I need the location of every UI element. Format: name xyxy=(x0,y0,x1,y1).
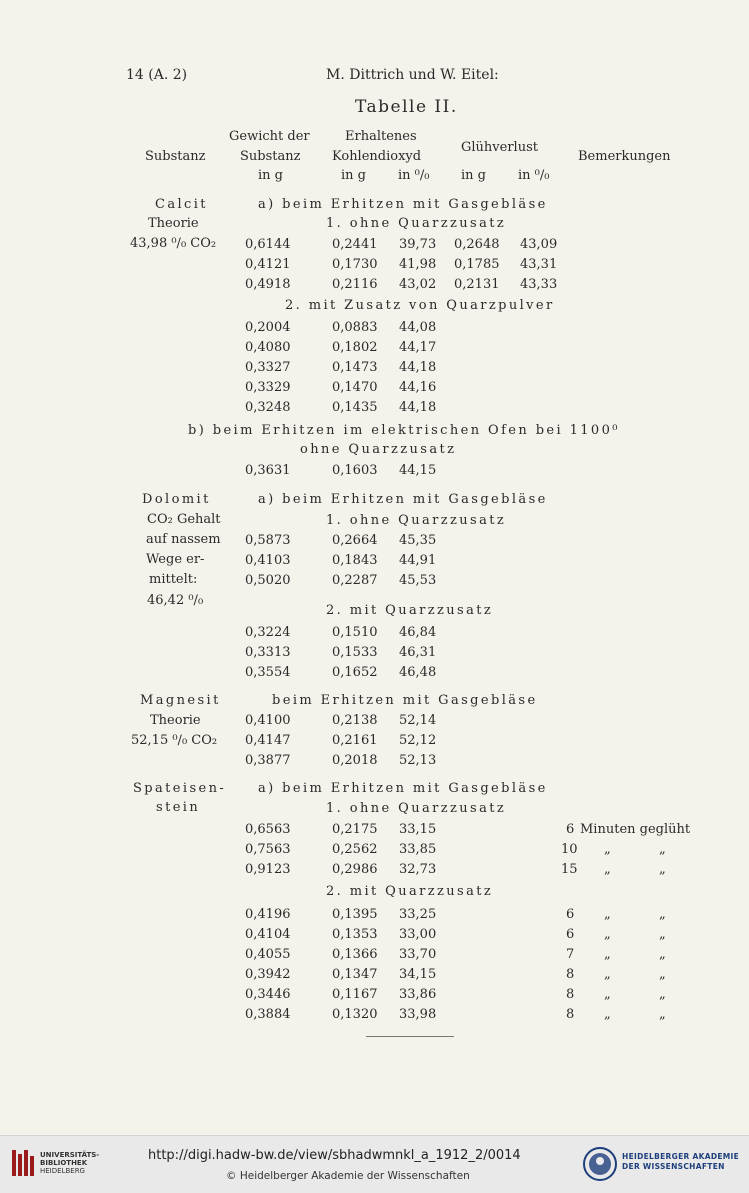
cell-minutes: 7 xyxy=(566,947,575,962)
col-erhaltenes-l1: Erhaltenes xyxy=(345,129,417,144)
col-erhaltenes-l2: Kohlendioxyd xyxy=(332,149,422,164)
cell-co2-g: 0,2018 xyxy=(332,753,378,768)
cell-co2-g: 0,2175 xyxy=(332,822,378,837)
academy-seal-icon xyxy=(582,1146,618,1182)
cell-remark: Minuten geglüht xyxy=(580,822,691,837)
cell-co2-g: 0,1802 xyxy=(332,340,378,355)
cell-co2-pct: 52,13 xyxy=(399,753,437,768)
cell-co2-g: 0,2116 xyxy=(332,277,378,292)
cell-weight: 0,4196 xyxy=(245,907,291,922)
ditto-mark: „ xyxy=(604,907,611,922)
university-library-name: UNIVERSITÄTS- BIBLIOTHEK HEIDELBERG xyxy=(40,1151,100,1175)
cell-co2-pct: 45,35 xyxy=(399,533,437,548)
subsection-heading: 2. mit Quarzzusatz xyxy=(326,603,494,618)
cell-co2-pct: 43,02 xyxy=(399,277,437,292)
ditto-mark: „ xyxy=(659,907,666,922)
cell-weight: 0,3877 xyxy=(245,753,291,768)
cell-co2-g: 0,1347 xyxy=(332,967,378,982)
cell-co2-pct: 44,18 xyxy=(399,400,437,415)
table-title: Tabelle II. xyxy=(355,97,458,117)
cell-co2-pct: 44,17 xyxy=(399,340,437,355)
dolomit-note: mittelt: xyxy=(149,572,198,587)
dolomit-note: auf nassem xyxy=(146,532,221,547)
cell-weight: 0,3248 xyxy=(245,400,291,415)
cell-weight: 0,3446 xyxy=(245,987,291,1002)
cell-co2-g: 0,1843 xyxy=(332,553,378,568)
cell-co2-pct: 33,70 xyxy=(399,947,437,962)
cell-weight: 0,4103 xyxy=(245,553,291,568)
dolomit-note: CO₂ Gehalt xyxy=(147,512,221,527)
cell-co2-g: 0,1353 xyxy=(332,927,378,942)
cell-co2-g: 0,1470 xyxy=(332,380,378,395)
cell-co2-pct: 44,16 xyxy=(399,380,437,395)
substance-dolomit: Dolomit xyxy=(142,492,211,507)
cell-co2-pct: 34,15 xyxy=(399,967,437,982)
ditto-mark: „ xyxy=(604,987,611,1002)
cell-weight: 0,4121 xyxy=(245,257,291,272)
cell-minutes: 10 xyxy=(561,842,578,857)
substance-magnesit: Magnesit xyxy=(140,693,221,708)
cell-co2-pct: 33,86 xyxy=(399,987,437,1002)
cell-co2-g: 0,1730 xyxy=(332,257,378,272)
dolomit-note: Wege er- xyxy=(146,552,205,567)
ditto-mark: „ xyxy=(659,927,666,942)
cell-minutes: 6 xyxy=(566,822,575,837)
ditto-mark: „ xyxy=(659,987,666,1002)
substance-calcit: Calcit xyxy=(155,197,208,212)
cell-weight: 0,7563 xyxy=(245,842,291,857)
cell-weight: 0,4055 xyxy=(245,947,291,962)
col-gluehverlust-l3a: in g xyxy=(461,168,486,183)
cell-co2-pct: 44,18 xyxy=(399,360,437,375)
cell-co2-pct: 33,85 xyxy=(399,842,437,857)
ditto-mark: „ xyxy=(659,947,666,962)
cell-co2-pct: 46,48 xyxy=(399,665,437,680)
cell-co2-g: 0,2138 xyxy=(332,713,378,728)
subsection-heading: 2. mit Zusatz von Quarzpulver xyxy=(285,298,555,313)
ditto-mark: „ xyxy=(604,862,611,877)
cell-weight: 0,3884 xyxy=(245,1007,291,1022)
cell-loss-g: 0,1785 xyxy=(454,257,500,272)
cell-weight: 0,9123 xyxy=(245,862,291,877)
dolomit-note: 46,42 ⁰/₀ xyxy=(147,593,204,608)
cell-co2-g: 0,1435 xyxy=(332,400,378,415)
cell-co2-pct: 39,73 xyxy=(399,237,437,252)
subsection-heading: 1. ohne Quarzzusatz xyxy=(326,801,507,816)
col-gluehverlust: Glühverlust xyxy=(461,140,538,155)
cell-weight: 0,5873 xyxy=(245,533,291,548)
section-heading: a) beim Erhitzen mit Gasgebläse xyxy=(258,492,548,507)
cell-co2-pct: 52,14 xyxy=(399,713,437,728)
cell-weight: 0,6144 xyxy=(245,237,291,252)
end-rule xyxy=(366,1036,454,1037)
cell-co2-pct: 44,08 xyxy=(399,320,437,335)
cell-weight: 0,4080 xyxy=(245,340,291,355)
cell-minutes: 15 xyxy=(561,862,578,877)
copyright-notice: © Heidelberger Akademie der Wissenschaften xyxy=(226,1170,470,1182)
ditto-mark: „ xyxy=(659,1007,666,1022)
cell-co2-g: 0,0883 xyxy=(332,320,378,335)
section-heading: a) beim Erhitzen mit Gasgebläse xyxy=(258,197,548,212)
cell-minutes: 8 xyxy=(566,967,575,982)
calcit-theorie: Theorie xyxy=(148,216,199,231)
cell-co2-g: 0,2161 xyxy=(332,733,378,748)
cell-weight: 0,3313 xyxy=(245,645,291,660)
cell-co2-pct: 33,98 xyxy=(399,1007,437,1022)
cell-co2-pct: 45,53 xyxy=(399,573,437,588)
ditto-mark: „ xyxy=(604,1007,611,1022)
cell-co2-g: 0,1473 xyxy=(332,360,378,375)
academy-name: HEIDELBERGER AKADEMIE DER WISSENSCHAFTEN xyxy=(622,1152,740,1171)
cell-co2-pct: 44,15 xyxy=(399,463,437,478)
ditto-mark: „ xyxy=(659,967,666,982)
page-number: 14 (A. 2) xyxy=(126,67,188,83)
col-substanz: Substanz xyxy=(145,149,206,164)
cell-weight: 0,4100 xyxy=(245,713,291,728)
col-bemerkungen: Bemerkungen xyxy=(578,149,671,164)
substance-spateisenstein: Spateisen- xyxy=(133,781,227,796)
cell-loss-g: 0,2648 xyxy=(454,237,500,252)
magnesit-theorie: Theorie xyxy=(150,713,201,728)
cell-co2-pct: 46,31 xyxy=(399,645,437,660)
cell-minutes: 8 xyxy=(566,1007,575,1022)
cell-co2-g: 0,1533 xyxy=(332,645,378,660)
col-gewicht-l3: in g xyxy=(258,168,283,183)
cell-weight: 0,2004 xyxy=(245,320,291,335)
permalink-url[interactable]: http://digi.hadw-bw.de/view/sbhadwmnkl_a_1912_2/0014 xyxy=(148,1148,521,1163)
cell-co2-pct: 33,25 xyxy=(399,907,437,922)
cell-co2-pct: 33,15 xyxy=(399,822,437,837)
footer-bar xyxy=(0,1135,749,1193)
cell-co2-g: 0,1167 xyxy=(332,987,378,1002)
cell-co2-g: 0,2441 xyxy=(332,237,378,252)
col-erhaltenes-l3b: in ⁰/₀ xyxy=(398,168,430,183)
cell-weight: 0,4918 xyxy=(245,277,291,292)
cell-co2-g: 0,1510 xyxy=(332,625,378,640)
running-title: M. Dittrich und W. Eitel: xyxy=(326,67,499,83)
cell-minutes: 6 xyxy=(566,927,575,942)
cell-weight: 0,4104 xyxy=(245,927,291,942)
substance-spateisenstein-2: stein xyxy=(156,800,201,815)
cell-weight: 0,3329 xyxy=(245,380,291,395)
subsection-heading: 2. mit Quarzzusatz xyxy=(326,884,494,899)
ditto-mark: „ xyxy=(604,967,611,982)
subsection-heading: 1. ohne Quarzzusatz xyxy=(326,216,507,231)
col-gewicht-l1: Gewicht der xyxy=(229,129,310,144)
ditto-mark: „ xyxy=(659,862,666,877)
cell-co2-g: 0,2562 xyxy=(332,842,378,857)
section-heading: a) beim Erhitzen mit Gasgebläse xyxy=(258,781,548,796)
col-erhaltenes-l3a: in g xyxy=(341,168,366,183)
cell-co2-pct: 33,00 xyxy=(399,927,437,942)
cell-co2-pct: 46,84 xyxy=(399,625,437,640)
section-heading: b) beim Erhitzen im elektrischen Ofen bei 1100⁰ xyxy=(188,423,620,438)
col-gluehverlust-l3b: in ⁰/₀ xyxy=(518,168,550,183)
cell-loss-pct: 43,33 xyxy=(520,277,558,292)
cell-co2-g: 0,1652 xyxy=(332,665,378,680)
cell-co2-g: 0,2664 xyxy=(332,533,378,548)
ditto-mark: „ xyxy=(604,947,611,962)
cell-co2-g: 0,2986 xyxy=(332,862,378,877)
ditto-mark: „ xyxy=(659,842,666,857)
cell-co2-pct: 32,73 xyxy=(399,862,437,877)
cell-co2-g: 0,1366 xyxy=(332,947,378,962)
ditto-mark: „ xyxy=(604,927,611,942)
magnesit-co2: 52,15 ⁰/₀ CO₂ xyxy=(131,733,218,748)
section-heading: beim Erhitzen mit Gasgebläse xyxy=(272,693,538,708)
calcit-co2: 43,98 ⁰/₀ CO₂ xyxy=(130,236,217,251)
cell-weight: 0,3631 xyxy=(245,463,291,478)
cell-weight: 0,3327 xyxy=(245,360,291,375)
subsection-heading: 1. ohne Quarzzusatz xyxy=(326,513,507,528)
cell-co2-g: 0,1395 xyxy=(332,907,378,922)
cell-co2-pct: 41,98 xyxy=(399,257,437,272)
cell-co2-g: 0,2287 xyxy=(332,573,378,588)
col-gewicht-l2: Substanz xyxy=(240,149,301,164)
cell-weight: 0,3224 xyxy=(245,625,291,640)
cell-co2-g: 0,1320 xyxy=(332,1007,378,1022)
subsection-heading: ohne Quarzzusatz xyxy=(300,442,457,457)
cell-minutes: 8 xyxy=(566,987,575,1002)
cell-weight: 0,3554 xyxy=(245,665,291,680)
cell-weight: 0,5020 xyxy=(245,573,291,588)
cell-co2-pct: 44,91 xyxy=(399,553,437,568)
cell-weight: 0,6563 xyxy=(245,822,291,837)
university-library-logo-icon xyxy=(10,1148,36,1178)
cell-co2-pct: 52,12 xyxy=(399,733,437,748)
cell-loss-g: 0,2131 xyxy=(454,277,500,292)
cell-loss-pct: 43,09 xyxy=(520,237,558,252)
cell-loss-pct: 43,31 xyxy=(520,257,558,272)
ditto-mark: „ xyxy=(604,842,611,857)
cell-co2-g: 0,1603 xyxy=(332,463,378,478)
cell-weight: 0,3942 xyxy=(245,967,291,982)
cell-weight: 0,4147 xyxy=(245,733,291,748)
cell-minutes: 6 xyxy=(566,907,575,922)
